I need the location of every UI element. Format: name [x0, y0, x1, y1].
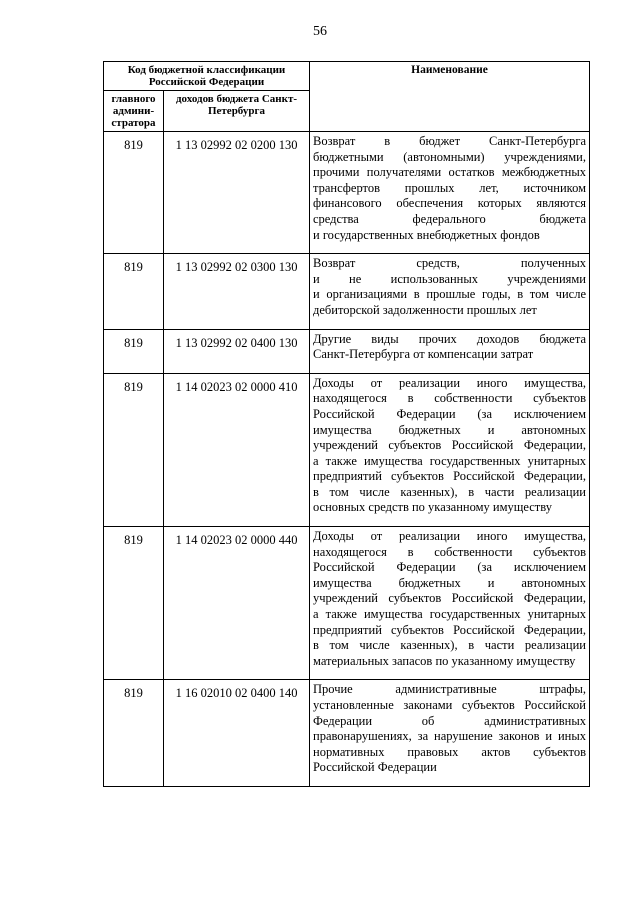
- income-name-line: а также имущества государственных унитарных: [313, 607, 586, 622]
- table-row: [104, 527, 590, 680]
- table-row: [104, 329, 590, 373]
- income-name-line: предприятий субъектов Российской Федерации,: [313, 622, 586, 637]
- admin-code-cell: 819: [104, 132, 164, 254]
- income-name-cell: [310, 680, 590, 787]
- income-code-cell: 1 14 02023 02 0000 410: [164, 373, 310, 526]
- income-code-cell: 1 13 02992 02 0200 130: [164, 132, 310, 254]
- income-name-line: нормативных правовых актов субъектов: [313, 744, 586, 759]
- income-name-line: финансового обеспечения которых являются: [313, 196, 586, 211]
- income-name-line: находящегося в собственности субъектов: [313, 544, 586, 559]
- table-row: [104, 680, 590, 787]
- admin-code-cell: 819: [104, 680, 164, 787]
- income-name-line: трансфертов прошлых лет, источником: [313, 180, 586, 195]
- header-admin: главного админи-стратора: [104, 91, 164, 132]
- admin-code-cell: 819: [104, 527, 164, 680]
- admin-code-cell: 819: [104, 329, 164, 373]
- income-name-line: Возврат в бюджет Санкт-Петербурга: [313, 134, 586, 148]
- income-name-line: имущества бюджетных и автономных: [313, 575, 586, 590]
- income-name-line: а также имущества государственных унитарных: [313, 453, 586, 468]
- income-name-cell: [310, 329, 590, 373]
- income-name-line: Прочие административные штрафы,: [313, 682, 586, 697]
- income-name-cell: [310, 132, 590, 254]
- income-code-cell: 1 14 02023 02 0000 440: [164, 527, 310, 680]
- header-name: Наименование: [310, 62, 590, 132]
- income-name-line: установленные законами субъектов Российской: [313, 698, 586, 712]
- income-name-line: Другие виды прочих доходов бюджета: [313, 331, 586, 346]
- admin-code-cell: 819: [104, 373, 164, 526]
- admin-code-cell: 819: [104, 254, 164, 329]
- income-name-line: Российской Федерации (за исключением: [313, 406, 586, 421]
- income-name-cell: [310, 373, 590, 526]
- income-name-line: средства федерального бюджета: [313, 211, 586, 226]
- income-name-line: в том числе казенных), в части реализации: [313, 638, 586, 653]
- table-row: [104, 254, 590, 329]
- income-name-line: Возврат средств, полученных: [313, 256, 586, 271]
- income-name-line: в том числе казенных), в части реализации: [313, 484, 586, 499]
- income-name-line: Доходы от реализации иного имущества,: [313, 529, 586, 544]
- income-name-line: основных средств по указанному имуществу: [313, 500, 552, 515]
- table-row: [104, 373, 590, 526]
- income-name-line: предприятий субъектов Российской Федерации,: [313, 469, 586, 484]
- income-name-line: учреждений субъектов Российской Федерации,: [313, 438, 586, 453]
- income-code-cell: 1 13 02992 02 0300 130: [164, 254, 310, 329]
- table-body: [104, 132, 590, 787]
- page-number: 56: [313, 24, 327, 39]
- income-name-line: правонарушениях, за нарушение законов и иных: [313, 729, 586, 744]
- income-code-cell: 1 16 02010 02 0400 140: [164, 680, 310, 787]
- income-name-line: прочими получателями остатков межбюджетных: [313, 165, 586, 180]
- budget-classification-table: [103, 61, 590, 787]
- income-name-line: Российской Федерации (за исключением: [313, 560, 586, 575]
- income-name-line: Санкт-Петербурга от компенсации затрат: [313, 347, 534, 362]
- header-group-title: Код бюджетной классификации Российской Федерации: [104, 62, 310, 91]
- income-name-line: и государственных внебюджетных фондов: [313, 227, 540, 242]
- income-name-line: материальных запасов по указанному имуществу: [313, 653, 576, 668]
- income-name-cell: [310, 527, 590, 680]
- income-name-line: учреждений субъектов Российской Федерации,: [313, 591, 586, 606]
- table-row: [104, 132, 590, 254]
- income-name-line: Доходы от реализации иного имущества,: [313, 375, 586, 390]
- income-name-line: и не использованных учреждениями: [313, 271, 586, 286]
- income-name-cell: [310, 254, 590, 329]
- income-code-cell: 1 13 02992 02 0400 130: [164, 329, 310, 373]
- income-name-line: имущества бюджетных и автономных: [313, 422, 586, 437]
- income-name-line: бюджетными (автономными) учреждениями,: [313, 149, 586, 164]
- income-name-line: и организациями в прошлые годы, в том числе: [313, 287, 586, 302]
- income-name-line: Российской Федерации: [313, 760, 437, 775]
- income-name-line: находящегося в собственности субъектов: [313, 391, 586, 406]
- income-name-line: Федерации об административных: [313, 713, 586, 728]
- header-code: доходов бюджета Санкт-Петербурга: [164, 91, 310, 132]
- income-name-line: дебиторской задолженности прошлых лет: [313, 302, 537, 317]
